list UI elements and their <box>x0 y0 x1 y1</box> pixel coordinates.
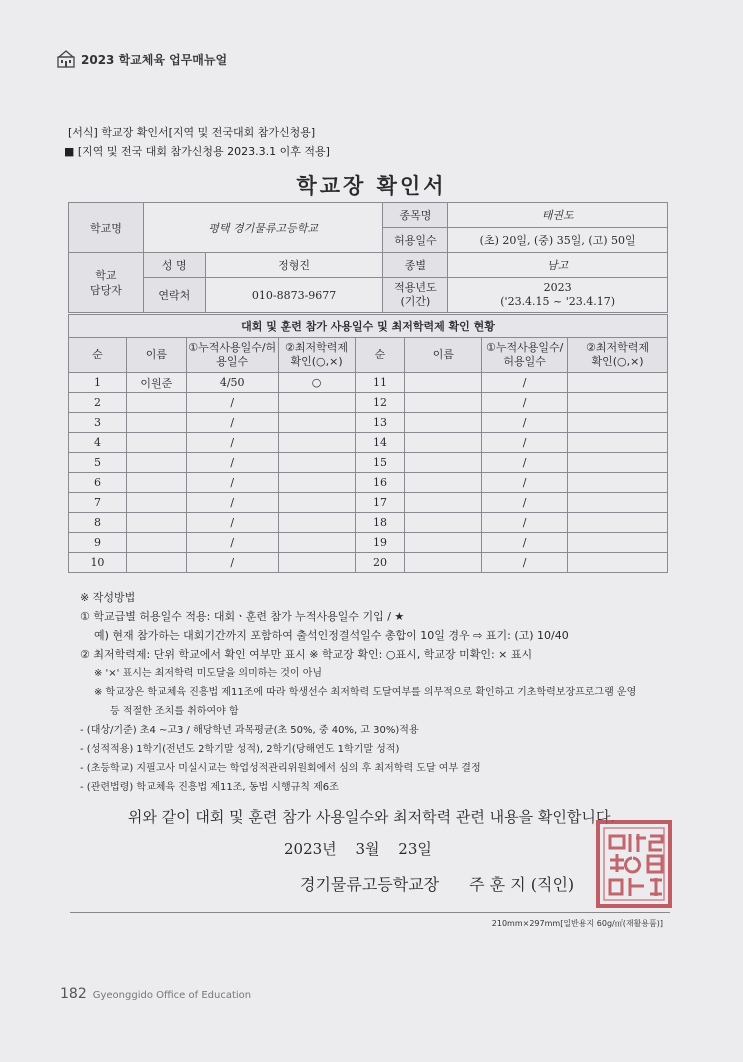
cell-check <box>278 393 355 413</box>
col-check-right: ②최저학력제 확인(○,×) <box>568 338 668 373</box>
person-name-label: 성 명 <box>143 253 205 278</box>
note-2-a: ※ '×' 표시는 최저학력 미도달을 의미하는 것이 아님 <box>94 668 323 679</box>
cell-check <box>568 393 668 413</box>
table-row <box>69 433 668 453</box>
school-name-label: 학교명 <box>69 203 144 253</box>
table-row <box>69 493 668 513</box>
year-value: 2023 <box>543 281 572 294</box>
cell-days: / <box>482 453 568 473</box>
period-value: ('23.4.15 ~ '23.4.17) <box>500 295 616 308</box>
cell-name <box>405 413 482 433</box>
cell-days: / <box>186 513 278 533</box>
cell-no: 5 <box>69 453 127 473</box>
cell-check <box>568 533 668 553</box>
status-caption: 대회 및 훈련 참가 사용일수 및 최저학력제 확인 현황 <box>69 315 668 338</box>
cell-name <box>405 533 482 553</box>
cell-no: 19 <box>355 533 405 553</box>
cell-no: 17 <box>355 493 405 513</box>
note-dash-1: - (대상/기준) 초4 ~고3 / 해당학년 과목평균(초 50%, 중 40%, 고 30%)적용 <box>80 725 419 736</box>
table-row <box>69 373 668 393</box>
notes-title: ※ 작성방법 <box>80 591 136 604</box>
col-name-left: 이름 <box>126 338 186 373</box>
note-dash-3: - (초등학교) 지필고사 미실시교는 학업성적관리위원회에서 심의 후 최저학력 도달 여부 결정 <box>80 763 481 774</box>
date-month: 3월 <box>355 840 380 858</box>
form-label: [서식] 학교장 확인서[지역 및 전국대회 참가신청용] <box>68 126 316 139</box>
cell-check <box>568 493 668 513</box>
col-days-right: ①누적사용일수/허용일수 <box>482 338 568 373</box>
cell-days: / <box>482 533 568 553</box>
school-icon <box>57 50 75 68</box>
note-1-example: 예) 현재 참가하는 대회기간까지 포함하여 출석인정결석일수 총합이 10일 경우 ⇨ 표기: (고) 10/40 <box>94 629 569 642</box>
cell-days: / <box>482 413 568 433</box>
cell-no: 6 <box>69 473 127 493</box>
cell-name: 이원준 <box>126 373 186 393</box>
contact-label: 연락처 <box>143 278 205 313</box>
cell-name <box>126 413 186 433</box>
cell-days: / <box>482 553 568 573</box>
seal-note: (직인) <box>530 875 575 894</box>
signature-line <box>300 872 574 895</box>
cell-days: / <box>186 433 278 453</box>
cell-days: / <box>482 433 568 453</box>
cell-no: 2 <box>69 393 127 413</box>
col-no-right: 순 <box>355 338 405 373</box>
issue-date <box>284 838 432 859</box>
table-row <box>69 453 668 473</box>
cell-days: / <box>186 553 278 573</box>
cell-name <box>405 433 482 453</box>
cell-no: 9 <box>69 533 127 553</box>
cell-name <box>126 473 186 493</box>
allowed-days-label: 허용일수 <box>383 228 448 253</box>
cell-check <box>568 473 668 493</box>
header-title: 2023 학교체육 업무매뉴얼 <box>81 52 228 67</box>
confirmation-text: 위와 같이 대회 및 훈련 참가 사용일수와 최저학력 관련 내용을 확인합니다. <box>127 808 616 826</box>
page-number: 182 <box>60 986 87 1002</box>
cell-no: 18 <box>355 513 405 533</box>
cell-check <box>568 433 668 453</box>
cell-name <box>126 433 186 453</box>
cell-no: 20 <box>355 553 405 573</box>
category-value: 남고 <box>448 253 668 278</box>
cell-no: 8 <box>69 513 127 533</box>
cell-name <box>405 553 482 573</box>
note-2-b: ※ 학교장은 학교체육 진흥법 제11조에 따라 학생선수 최저학력 도달여부를 의무적으로 확인하고 기초학력보장프로그램 운영 <box>94 687 637 698</box>
contact-value: 010-8873-9677 <box>205 278 383 313</box>
table-row <box>69 473 668 493</box>
col-days-left: ①누적사용일수/허용일수 <box>186 338 278 373</box>
event-label: 종목명 <box>383 203 448 228</box>
cell-no: 7 <box>69 493 127 513</box>
col-no-left: 순 <box>69 338 127 373</box>
cell-no: 1 <box>69 373 127 393</box>
note-dash-4: - (관련법령) 학교체육 진흥법 제11조, 동법 시행규칙 제6조 <box>80 782 339 793</box>
cell-days: 4/50 <box>186 373 278 393</box>
cell-check <box>278 513 355 533</box>
cell-check <box>568 513 668 533</box>
cell-no: 16 <box>355 473 405 493</box>
cell-check <box>568 453 668 473</box>
note-2-b-cont: 등 적절한 조치를 취하여야 함 <box>110 706 239 717</box>
cell-days: / <box>186 453 278 473</box>
year-label: 적용년도 (기간) <box>383 278 448 313</box>
cell-check <box>278 473 355 493</box>
cell-check <box>278 553 355 573</box>
cell-check <box>278 533 355 553</box>
info-table <box>68 202 668 313</box>
bottom-rule <box>70 912 670 913</box>
paper-spec: 210mm×297mm[일반용지 60g/㎡(재활용품)] <box>491 919 663 928</box>
writing-notes <box>80 588 680 797</box>
cell-no: 14 <box>355 433 405 453</box>
document-title: 학교장 확인서 <box>296 174 447 198</box>
cell-check <box>278 433 355 453</box>
cell-name <box>126 393 186 413</box>
cell-days: / <box>482 473 568 493</box>
cell-no: 12 <box>355 393 405 413</box>
year-cell <box>448 278 668 313</box>
school-name-value: 평택 경기물류고등학교 <box>143 203 383 253</box>
cell-no: 15 <box>355 453 405 473</box>
cell-name <box>405 493 482 513</box>
cell-check <box>278 493 355 513</box>
table-row <box>69 513 668 533</box>
cell-no: 13 <box>355 413 405 433</box>
cell-check <box>278 413 355 433</box>
cell-name <box>126 453 186 473</box>
cell-days: / <box>186 413 278 433</box>
cell-name <box>405 473 482 493</box>
cell-name <box>405 393 482 413</box>
official-seal-icon <box>594 818 674 910</box>
cell-days: / <box>482 393 568 413</box>
note-2: ② 최저학력제: 단위 학교에서 확인 여부만 표시 ※ 학교장 확인: ○표시, 학교장 미확인: × 표시 <box>80 648 533 661</box>
footer-org: Gyeonggido Office of Education <box>92 990 252 1001</box>
cell-name <box>405 373 482 393</box>
note-dash-2: - (성적적용) 1학기(전년도 2학기말 성적), 2학기(당해연도 1학기말 성적) <box>80 744 400 755</box>
date-day: 23일 <box>398 840 432 858</box>
cell-days: / <box>482 513 568 533</box>
manual-header <box>57 50 227 68</box>
signer-name-wrap <box>469 872 574 895</box>
table-row <box>69 553 668 573</box>
date-year: 2023년 <box>284 840 337 858</box>
status-table <box>68 314 668 573</box>
status-rows <box>69 373 668 573</box>
cell-days: / <box>482 493 568 513</box>
table-row <box>69 533 668 553</box>
col-check-left: ②최저학력제 확인(○,×) <box>278 338 355 373</box>
cell-check <box>278 453 355 473</box>
manager-label: 학교 담당자 <box>69 253 144 313</box>
page-footer <box>60 986 251 1002</box>
cell-name <box>126 513 186 533</box>
allowed-days-value: (초) 20일, (중) 35일, (고) 50일 <box>448 228 668 253</box>
cell-no: 11 <box>355 373 405 393</box>
form-sublabel: ■ [지역 및 전국 대회 참가신청용 2023.3.1 이후 적용] <box>64 145 330 158</box>
cell-name <box>126 493 186 513</box>
signer-org: 경기물류고등학교장 <box>300 875 440 894</box>
cell-no: 10 <box>69 553 127 573</box>
cell-days: / <box>186 473 278 493</box>
col-name-right: 이름 <box>405 338 482 373</box>
table-row <box>69 393 668 413</box>
cell-check <box>568 413 668 433</box>
category-label: 종별 <box>383 253 448 278</box>
cell-check: ○ <box>278 373 355 393</box>
cell-days: / <box>482 373 568 393</box>
cell-name <box>126 553 186 573</box>
cell-name <box>405 453 482 473</box>
cell-no: 4 <box>69 433 127 453</box>
note-1: ① 학교급별 허용일수 적용: 대회ㆍ훈련 참가 누적사용일수 기입 / ★ <box>80 610 405 623</box>
signer-name: 주 훈 지 <box>469 875 526 894</box>
cell-days: / <box>186 533 278 553</box>
cell-no: 3 <box>69 413 127 433</box>
cell-name <box>405 513 482 533</box>
event-value: 태권도 <box>448 203 668 228</box>
cell-name <box>126 533 186 553</box>
cell-days: / <box>186 393 278 413</box>
cell-days: / <box>186 493 278 513</box>
cell-check <box>568 553 668 573</box>
table-row <box>69 413 668 433</box>
person-name-value: 정형진 <box>205 253 383 278</box>
cell-check <box>568 373 668 393</box>
